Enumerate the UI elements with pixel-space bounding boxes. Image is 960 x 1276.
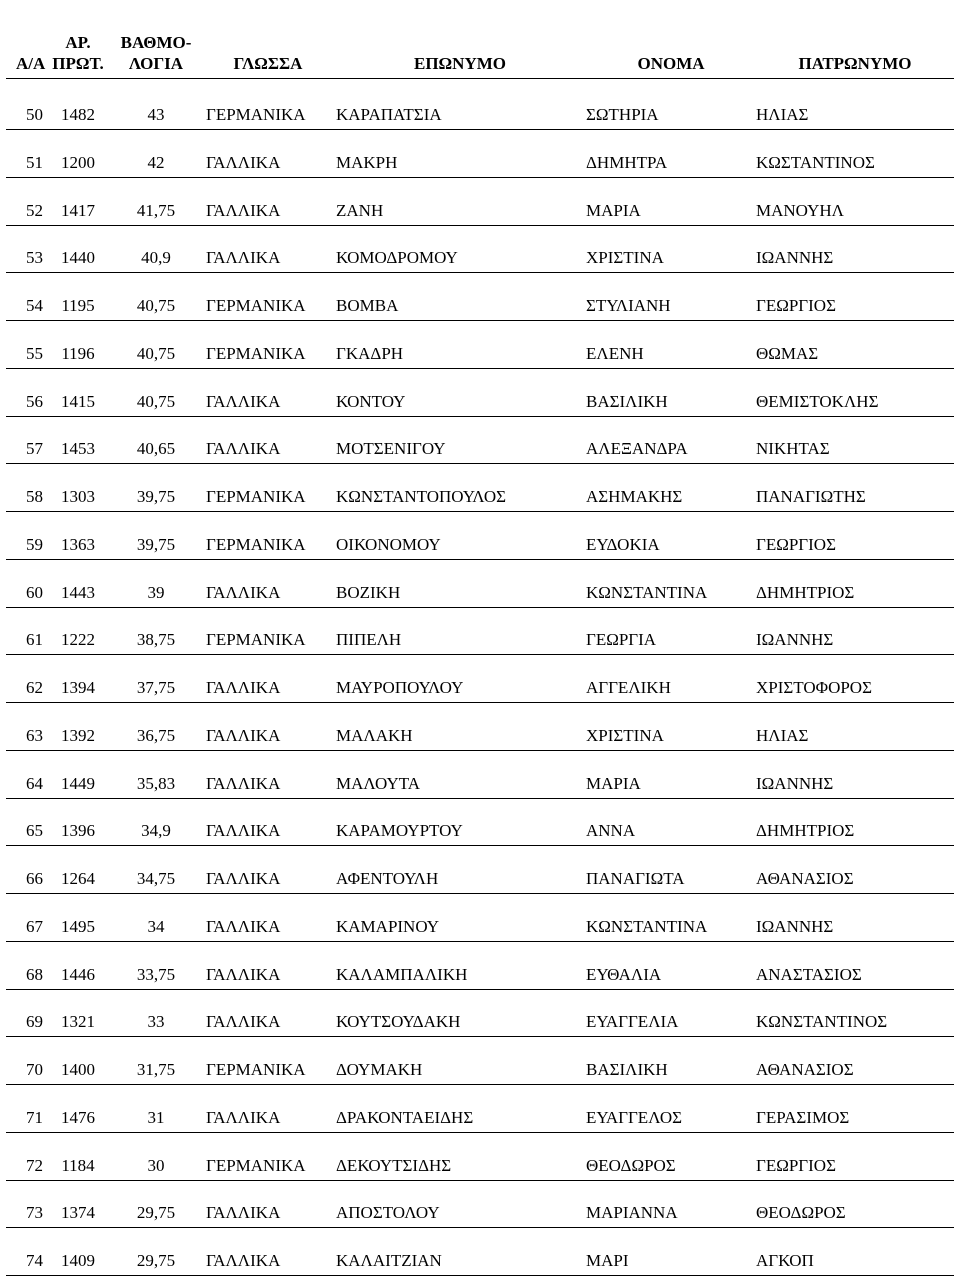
score-cell: 40,75 xyxy=(110,273,202,321)
protocol-number-cell: 1417 xyxy=(46,177,110,225)
surname-cell: ΚΑΛΑΙΤΖΙΑΝ xyxy=(334,1228,586,1276)
table-row xyxy=(6,464,954,512)
first-name-cell: ΑΛΕΞΑΝΔΡΑ xyxy=(586,416,756,464)
protocol-number-cell: 1264 xyxy=(46,846,110,894)
first-name-cell: ΑΓΓΕΛΙΚΗ xyxy=(586,655,756,703)
serial-number-cell: 63 xyxy=(6,703,46,751)
protocol-number-cell: 1374 xyxy=(46,1180,110,1228)
results-table xyxy=(6,10,954,1276)
score-cell: 39,75 xyxy=(110,512,202,560)
table-body xyxy=(6,79,954,1276)
fathers-name-cell: ΔΗΜΗΤΡΙΟΣ xyxy=(756,798,954,846)
score-cell: 29,75 xyxy=(110,1180,202,1228)
table-row xyxy=(6,559,954,607)
table-row xyxy=(6,321,954,369)
protocol-number-cell: 1443 xyxy=(46,559,110,607)
score-cell: 30 xyxy=(110,1132,202,1180)
score-cell: 40,75 xyxy=(110,368,202,416)
language-cell: ΓΑΛΛΙΚΑ xyxy=(202,368,334,416)
first-name-cell: ΠΑΝΑΓΙΩΤΑ xyxy=(586,846,756,894)
surname-cell: ΖΑΝΗ xyxy=(334,177,586,225)
language-cell: ΓΑΛΛΙΚΑ xyxy=(202,750,334,798)
fathers-name-cell: ΘΕΜΙΣΤΟΚΛΗΣ xyxy=(756,368,954,416)
language-cell: ΓΑΛΛΙΚΑ xyxy=(202,177,334,225)
serial-number-cell: 57 xyxy=(6,416,46,464)
surname-cell: ΜΑΚΡΗ xyxy=(334,130,586,178)
first-name-cell: ΕΥΔΟΚΙΑ xyxy=(586,512,756,560)
language-cell: ΓΑΛΛΙΚΑ xyxy=(202,225,334,273)
table-header xyxy=(6,10,954,79)
language-cell: ΓΕΡΜΑΝΙΚΑ xyxy=(202,512,334,560)
score-cell: 39 xyxy=(110,559,202,607)
first-name-cell: ΜΑΡΙΑ xyxy=(586,177,756,225)
fathers-name-cell: ΑΝΑΣΤΑΣΙΟΣ xyxy=(756,941,954,989)
serial-number-cell: 64 xyxy=(6,750,46,798)
language-cell: ΓΑΛΛΙΚΑ xyxy=(202,798,334,846)
serial-number-cell: 51 xyxy=(6,130,46,178)
language-cell: ΓΑΛΛΙΚΑ xyxy=(202,894,334,942)
score-cell: 43 xyxy=(110,79,202,130)
score-cell: 40,9 xyxy=(110,225,202,273)
table-row xyxy=(6,655,954,703)
fathers-name-cell: ΓΕΩΡΓΙΟΣ xyxy=(756,1132,954,1180)
fathers-name-cell: ΗΛΙΑΣ xyxy=(756,79,954,130)
first-name-cell: ΕΥΑΓΓΕΛΙΑ xyxy=(586,989,756,1037)
serial-number-cell: 67 xyxy=(6,894,46,942)
fathers-name-cell: ΓΕΡΑΣΙΜΟΣ xyxy=(756,1085,954,1133)
table-row xyxy=(6,225,954,273)
table-row xyxy=(6,750,954,798)
table-row xyxy=(6,416,954,464)
serial-number-cell: 60 xyxy=(6,559,46,607)
score-cell: 36,75 xyxy=(110,703,202,751)
first-name-cell: ΑΣΗΜΑΚΗΣ xyxy=(586,464,756,512)
first-name-cell: ΧΡΙΣΤΙΝΑ xyxy=(586,225,756,273)
score-cell: 40,75 xyxy=(110,321,202,369)
surname-cell: ΑΦΕΝΤΟΥΛΗ xyxy=(334,846,586,894)
protocol-number-cell: 1415 xyxy=(46,368,110,416)
surname-cell: ΜΑΛΑΚΗ xyxy=(334,703,586,751)
first-name-cell: ΕΥΘΑΛΙΑ xyxy=(586,941,756,989)
surname-cell: ΓΚΑΔΡΗ xyxy=(334,321,586,369)
fathers-name-cell: ΙΩΑΝΝΗΣ xyxy=(756,225,954,273)
protocol-number-cell: 1200 xyxy=(46,130,110,178)
protocol-number-cell: 1482 xyxy=(46,79,110,130)
fathers-name-cell: ΘΕΟΔΩΡΟΣ xyxy=(756,1180,954,1228)
first-name-cell: ΣΩΤΗΡΙΑ xyxy=(586,79,756,130)
first-name-cell: ΕΥΑΓΓΕΛΟΣ xyxy=(586,1085,756,1133)
first-name-cell: ΜΑΡΙΑ xyxy=(586,750,756,798)
score-cell: 34,75 xyxy=(110,846,202,894)
surname-cell: ΒΟΖΙΚΗ xyxy=(334,559,586,607)
first-name-cell: ΧΡΙΣΤΙΝΑ xyxy=(586,703,756,751)
protocol-number-cell: 1476 xyxy=(46,1085,110,1133)
language-cell: ΓΑΛΛΙΚΑ xyxy=(202,1180,334,1228)
surname-cell: ΜΑΛΟΥΤΑ xyxy=(334,750,586,798)
score-cell: 29,75 xyxy=(110,1228,202,1276)
surname-cell: ΔΡΑΚΟΝΤΑΕΙΔΗΣ xyxy=(334,1085,586,1133)
surname-cell: ΑΠΟΣΤΟΛΟΥ xyxy=(334,1180,586,1228)
table-row xyxy=(6,894,954,942)
fathers-name-cell: ΠΑΝΑΓΙΩΤΗΣ xyxy=(756,464,954,512)
header-first-name: ΟΝΟΜΑ xyxy=(586,10,756,79)
language-cell: ΓΑΛΛΙΚΑ xyxy=(202,989,334,1037)
surname-cell: ΚΟΜΟΔΡΟΜΟΥ xyxy=(334,225,586,273)
serial-number-cell: 54 xyxy=(6,273,46,321)
fathers-name-cell: ΑΘΑΝΑΣΙΟΣ xyxy=(756,1037,954,1085)
language-cell: ΓΑΛΛΙΚΑ xyxy=(202,941,334,989)
surname-cell: ΚΑΜΑΡΙΝΟΥ xyxy=(334,894,586,942)
first-name-cell: ΑΝΝΑ xyxy=(586,798,756,846)
protocol-number-cell: 1446 xyxy=(46,941,110,989)
fathers-name-cell: ΑΓΚΟΠ xyxy=(756,1228,954,1276)
language-cell: ΓΕΡΜΑΝΙΚΑ xyxy=(202,1132,334,1180)
fathers-name-cell: ΚΩΣΤΑΝΤΙΝΟΣ xyxy=(756,130,954,178)
serial-number-cell: 70 xyxy=(6,1037,46,1085)
protocol-number-cell: 1392 xyxy=(46,703,110,751)
protocol-number-cell: 1184 xyxy=(46,1132,110,1180)
surname-cell: ΚΑΛΑΜΠΑΛΙΚΗ xyxy=(334,941,586,989)
header-surname: ΕΠΩΝΥΜΟ xyxy=(334,10,586,79)
serial-number-cell: 74 xyxy=(6,1228,46,1276)
table-row xyxy=(6,703,954,751)
score-cell: 31,75 xyxy=(110,1037,202,1085)
serial-number-cell: 55 xyxy=(6,321,46,369)
fathers-name-cell: ΙΩΑΝΝΗΣ xyxy=(756,894,954,942)
table-row xyxy=(6,273,954,321)
serial-number-cell: 65 xyxy=(6,798,46,846)
surname-cell: ΚΑΡΑΜΟΥΡΤΟΥ xyxy=(334,798,586,846)
language-cell: ΓΕΡΜΑΝΙΚΑ xyxy=(202,321,334,369)
serial-number-cell: 68 xyxy=(6,941,46,989)
fathers-name-cell: ΗΛΙΑΣ xyxy=(756,703,954,751)
language-cell: ΓΑΛΛΙΚΑ xyxy=(202,703,334,751)
score-cell: 34 xyxy=(110,894,202,942)
surname-cell: ΟΙΚΟΝΟΜΟΥ xyxy=(334,512,586,560)
protocol-number-cell: 1400 xyxy=(46,1037,110,1085)
protocol-number-cell: 1321 xyxy=(46,989,110,1037)
serial-number-cell: 69 xyxy=(6,989,46,1037)
surname-cell: ΔΟΥΜΑΚΗ xyxy=(334,1037,586,1085)
protocol-number-cell: 1303 xyxy=(46,464,110,512)
table-row xyxy=(6,512,954,560)
score-cell: 33,75 xyxy=(110,941,202,989)
first-name-cell: ΚΩΝΣΤΑΝΤΙΝΑ xyxy=(586,559,756,607)
first-name-cell: ΣΤΥΛΙΑΝΗ xyxy=(586,273,756,321)
fathers-name-cell: ΚΩΝΣΤΑΝΤΙΝΟΣ xyxy=(756,989,954,1037)
header-protocol-number: ΑΡ. ΠΡΩΤ. xyxy=(46,10,110,79)
table-row xyxy=(6,1037,954,1085)
score-cell: 40,65 xyxy=(110,416,202,464)
fathers-name-cell: ΜΑΝΟΥΗΛ xyxy=(756,177,954,225)
fathers-name-cell: ΑΘΑΝΑΣΙΟΣ xyxy=(756,846,954,894)
language-cell: ΓΑΛΛΙΚΑ xyxy=(202,655,334,703)
header-fathers-name: ΠΑΤΡΩΝΥΜΟ xyxy=(756,10,954,79)
language-cell: ΓΑΛΛΙΚΑ xyxy=(202,1085,334,1133)
first-name-cell: ΔΗΜΗΤΡΑ xyxy=(586,130,756,178)
fathers-name-cell: ΓΕΩΡΓΙΟΣ xyxy=(756,512,954,560)
serial-number-cell: 52 xyxy=(6,177,46,225)
table-row xyxy=(6,798,954,846)
first-name-cell: ΘΕΟΔΩΡΟΣ xyxy=(586,1132,756,1180)
surname-cell: ΔΕΚΟΥΤΣΙΔΗΣ xyxy=(334,1132,586,1180)
protocol-number-cell: 1440 xyxy=(46,225,110,273)
table-row xyxy=(6,79,954,130)
surname-cell: ΠΙΠΕΛΗ xyxy=(334,607,586,655)
fathers-name-cell: ΔΗΜΗΤΡΙΟΣ xyxy=(756,559,954,607)
score-cell: 35,83 xyxy=(110,750,202,798)
table-row xyxy=(6,989,954,1037)
serial-number-cell: 53 xyxy=(6,225,46,273)
table-row xyxy=(6,130,954,178)
serial-number-cell: 59 xyxy=(6,512,46,560)
protocol-number-cell: 1495 xyxy=(46,894,110,942)
first-name-cell: ΕΛΕΝΗ xyxy=(586,321,756,369)
protocol-number-cell: 1222 xyxy=(46,607,110,655)
surname-cell: ΜΑΥΡΟΠΟΥΛΟΥ xyxy=(334,655,586,703)
protocol-number-cell: 1396 xyxy=(46,798,110,846)
table-row xyxy=(6,607,954,655)
fathers-name-cell: ΙΩΑΝΝΗΣ xyxy=(756,607,954,655)
table-row xyxy=(6,1132,954,1180)
fathers-name-cell: ΙΩΑΝΝΗΣ xyxy=(756,750,954,798)
language-cell: ΓΕΡΜΑΝΙΚΑ xyxy=(202,79,334,130)
table-row xyxy=(6,1180,954,1228)
table-row xyxy=(6,846,954,894)
language-cell: ΓΑΛΛΙΚΑ xyxy=(202,416,334,464)
serial-number-cell: 61 xyxy=(6,607,46,655)
table-row xyxy=(6,368,954,416)
first-name-cell: ΒΑΣΙΛΙΚΗ xyxy=(586,1037,756,1085)
surname-cell: ΜΟΤΣΕΝΙΓΟΥ xyxy=(334,416,586,464)
protocol-number-cell: 1196 xyxy=(46,321,110,369)
first-name-cell: ΚΩΝΣΤΑΝΤΙΝΑ xyxy=(586,894,756,942)
score-cell: 39,75 xyxy=(110,464,202,512)
protocol-number-cell: 1363 xyxy=(46,512,110,560)
serial-number-cell: 72 xyxy=(6,1132,46,1180)
score-cell: 42 xyxy=(110,130,202,178)
protocol-number-cell: 1195 xyxy=(46,273,110,321)
surname-cell: ΚΟΥΤΣΟΥΔΑΚΗ xyxy=(334,989,586,1037)
header-language: ΓΛΩΣΣΑ xyxy=(202,10,334,79)
serial-number-cell: 56 xyxy=(6,368,46,416)
first-name-cell: ΜΑΡΙΑΝΝΑ xyxy=(586,1180,756,1228)
surname-cell: ΚΩΝΣΤΑΝΤΟΠΟΥΛΟΣ xyxy=(334,464,586,512)
surname-cell: ΚΟΝΤΟΥ xyxy=(334,368,586,416)
fathers-name-cell: ΧΡΙΣΤΟΦΟΡΟΣ xyxy=(756,655,954,703)
protocol-number-cell: 1449 xyxy=(46,750,110,798)
fathers-name-cell: ΓΕΩΡΓΙΟΣ xyxy=(756,273,954,321)
serial-number-cell: 73 xyxy=(6,1180,46,1228)
table-row xyxy=(6,941,954,989)
language-cell: ΓΕΡΜΑΝΙΚΑ xyxy=(202,464,334,512)
table-row xyxy=(6,1228,954,1276)
surname-cell: ΚΑΡΑΠΑΤΣΙΑ xyxy=(334,79,586,130)
score-cell: 41,75 xyxy=(110,177,202,225)
language-cell: ΓΑΛΛΙΚΑ xyxy=(202,559,334,607)
language-cell: ΓΕΡΜΑΝΙΚΑ xyxy=(202,607,334,655)
serial-number-cell: 58 xyxy=(6,464,46,512)
score-cell: 34,9 xyxy=(110,798,202,846)
score-cell: 33 xyxy=(110,989,202,1037)
first-name-cell: ΓΕΩΡΓΙΑ xyxy=(586,607,756,655)
table-row xyxy=(6,1085,954,1133)
serial-number-cell: 50 xyxy=(6,79,46,130)
language-cell: ΓΑΛΛΙΚΑ xyxy=(202,130,334,178)
score-cell: 37,75 xyxy=(110,655,202,703)
language-cell: ΓΕΡΜΑΝΙΚΑ xyxy=(202,1037,334,1085)
serial-number-cell: 62 xyxy=(6,655,46,703)
surname-cell: ΒΟΜΒΑ xyxy=(334,273,586,321)
score-cell: 38,75 xyxy=(110,607,202,655)
header-serial-number: Α/Α xyxy=(6,10,46,79)
protocol-number-cell: 1409 xyxy=(46,1228,110,1276)
fathers-name-cell: ΝΙΚΗΤΑΣ xyxy=(756,416,954,464)
header-row xyxy=(6,10,954,79)
language-cell: ΓΑΛΛΙΚΑ xyxy=(202,846,334,894)
header-score: ΒΑΘΜΟ- ΛΟΓΙΑ xyxy=(110,10,202,79)
first-name-cell: ΒΑΣΙΛΙΚΗ xyxy=(586,368,756,416)
table-row xyxy=(6,177,954,225)
score-cell: 31 xyxy=(110,1085,202,1133)
protocol-number-cell: 1394 xyxy=(46,655,110,703)
serial-number-cell: 71 xyxy=(6,1085,46,1133)
first-name-cell: ΜΑΡΙ xyxy=(586,1228,756,1276)
fathers-name-cell: ΘΩΜΑΣ xyxy=(756,321,954,369)
protocol-number-cell: 1453 xyxy=(46,416,110,464)
language-cell: ΓΑΛΛΙΚΑ xyxy=(202,1228,334,1276)
language-cell: ΓΕΡΜΑΝΙΚΑ xyxy=(202,273,334,321)
serial-number-cell: 66 xyxy=(6,846,46,894)
